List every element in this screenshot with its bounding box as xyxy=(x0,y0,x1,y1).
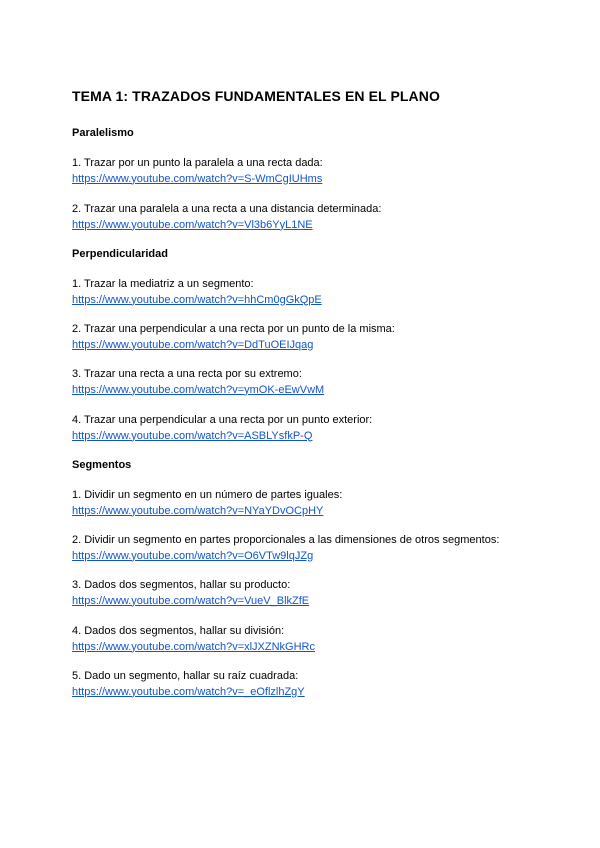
youtube-link[interactable]: https://www.youtube.com/watch?v=Vl3b6YyL1NE xyxy=(72,218,313,231)
youtube-link[interactable]: https://www.youtube.com/watch?v=S-WmCgIUHms xyxy=(72,172,323,185)
section-heading-perpendicularidad: Perpendicularidad xyxy=(72,248,168,260)
list-item xyxy=(72,488,342,519)
item-description: 5. Dado un segmento, hallar su raíz cuadrada: xyxy=(72,670,299,682)
list-item xyxy=(72,322,395,353)
youtube-link[interactable]: https://www.youtube.com/watch?v=_eOflzlhZgY xyxy=(72,685,305,698)
list-item xyxy=(72,578,309,609)
list-item xyxy=(72,413,372,444)
page-title: TEMA 1: TRAZADOS FUNDAMENTALES EN EL PLANO xyxy=(72,88,440,104)
list-item xyxy=(72,533,499,564)
list-item xyxy=(72,202,381,233)
item-description: 2. Trazar una perpendicular a una recta por un punto de la misma: xyxy=(72,323,395,335)
youtube-link[interactable]: https://www.youtube.com/watch?v=O6VTw9lqJZg xyxy=(72,549,314,562)
list-item xyxy=(72,367,324,398)
item-description: 1. Dividir un segmento en un número de partes iguales: xyxy=(72,489,343,501)
section-heading-segmentos: Segmentos xyxy=(72,459,132,471)
section-heading-paralelismo: Paralelismo xyxy=(72,127,134,139)
list-item xyxy=(72,156,323,187)
youtube-link[interactable]: https://www.youtube.com/watch?v=DdTuOEIJqag xyxy=(72,338,314,351)
item-description: 4. Dados dos segmentos, hallar su división: xyxy=(72,625,285,637)
item-description: 4. Trazar una perpendicular a una recta por un punto exterior: xyxy=(72,414,373,426)
item-description: 3. Dados dos segmentos, hallar su producto: xyxy=(72,579,291,591)
item-description: 1. Trazar la mediatriz a un segmento: xyxy=(72,278,254,290)
youtube-link[interactable]: https://www.youtube.com/watch?v=NYaYDvOCpHY xyxy=(72,504,324,517)
youtube-link[interactable]: https://www.youtube.com/watch?v=ASBLYsfkP-Q xyxy=(72,429,313,442)
youtube-link[interactable]: https://www.youtube.com/watch?v=xlJXZNkGHRc xyxy=(72,640,315,653)
youtube-link[interactable]: https://www.youtube.com/watch?v=VueV_BlkZfE xyxy=(72,594,310,607)
list-item xyxy=(72,669,305,700)
item-description: 2. Trazar una paralela a una recta a una distancia determinada: xyxy=(72,203,382,215)
youtube-link[interactable]: https://www.youtube.com/watch?v=ymOK-eEwVwM xyxy=(72,383,325,396)
list-item xyxy=(72,624,315,655)
list-item xyxy=(72,277,322,308)
item-description: 3. Trazar una recta a una recta por su extremo: xyxy=(72,368,302,380)
youtube-link[interactable]: https://www.youtube.com/watch?v=hhCm0gGkQpE xyxy=(72,293,322,306)
item-description: 2. Dividir un segmento en partes proporcionales a las dimensiones de otros segmentos: xyxy=(72,534,500,546)
item-description: 1. Trazar por un punto la paralela a una recta dada: xyxy=(72,157,323,169)
